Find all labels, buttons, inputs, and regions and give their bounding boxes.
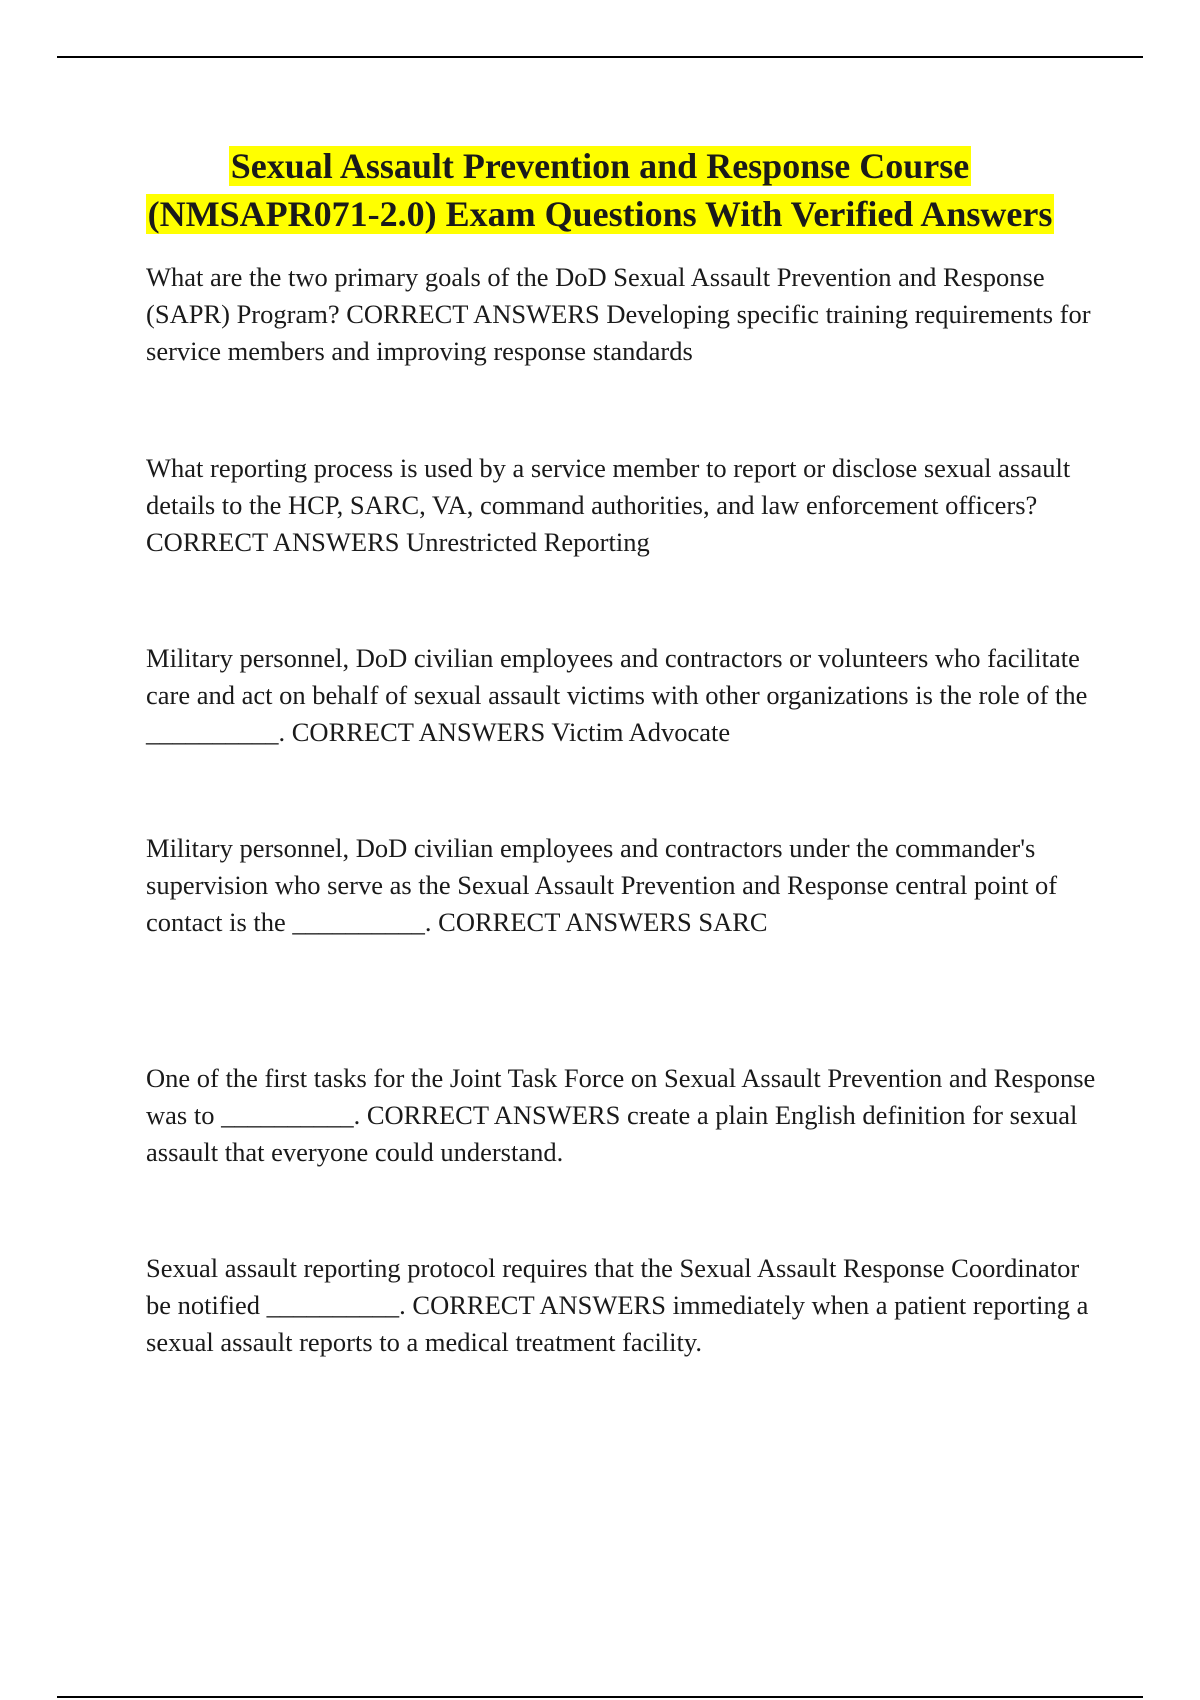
question-answer-6: Sexual assault reporting protocol requires that the Sexual Assault Response Coordinator be notified __________. CORRECT ANSWERS immediately when a patient reporting a sexual assault reports to a medical treatment facility.	[146, 1253, 1089, 1357]
question-answer-1: What are the two primary goals of the DoD Sexual Assault Prevention and Response (SAPR) Program? CORRECT ANSWERS Developing specific training requirements for service members and improving response standards	[146, 262, 1091, 366]
question-answer-3: Military personnel, DoD civilian employees and contractors or volunteers who facilitate care and act on behalf of sexual assault victims with other organizations is the role of the __________. CORRECT ANSWERS Victim Advocate	[146, 643, 1088, 747]
document-title	[100, 142, 1100, 238]
title-line-1: Sexual Assault Prevention and Response Course	[230, 146, 970, 186]
question-answer-2: What reporting process is used by a service member to report or disclose sexual assault details to the HCP, SARC, VA, command authorities, and law enforcement officers? CORRECT ANSWERS Unrestricted Reporting	[146, 453, 1071, 557]
bottom-rule	[57, 1696, 1143, 1698]
question-answer-4: Military personnel, DoD civilian employees and contractors under the commander's supervision who serve as the Sexual Assault Prevention and Response central point of contact is the __________. CORRECT ANSWERS SARC	[146, 833, 1058, 937]
top-rule	[57, 56, 1143, 58]
title-line-2: (NMSAPR071-2.0) Exam Questions With Verified Answers	[147, 194, 1053, 234]
question-answer-5: One of the first tasks for the Joint Task Force on Sexual Assault Prevention and Response was to __________. CORRECT ANSWERS create a plain English definition for sexual assault that everyone could understand.	[146, 1063, 1096, 1167]
